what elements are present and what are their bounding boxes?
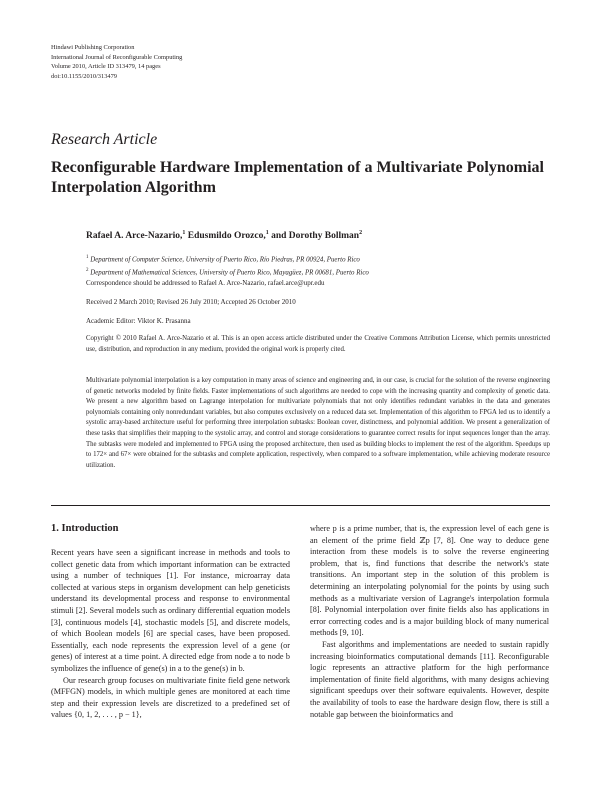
left-column bbox=[51, 522, 290, 721]
affiliation-2: $^2$ Department of Mathematical Sciences, University of Puerto Rico, Mayagüez, PR 00681, Puerto Rico bbox=[86, 268, 369, 277]
abstract: Multivariate polynomial interpolation is a key computation in many areas of science and engineering and, in our case, is crucial for the solution of the reverse engineering of genetic networks modeled by finite fields. Faster implementations of such algorithms are needed to cope with the increasing quantity and complexity of genetic data. We present a new algorithm based on Lagrange interpolation for multivariate polynomials that not only identifies redundant variables in the data and generates polynomials containing only nonredundant variables, but also computes exclusively on a reduced data set. Implementation of this algorithm to FPGA led us to identify a systolic array-based architecture useful for performing three interpolation subtasks: Boolean cover, distinctness, and polynomial addition. We present a generalization of these tasks that simplifies their mapping to the systolic array, and control and storage considerations to guarantee correct results for input sequences longer than the array. The subtasks were modeled and implemented to FPGA using the proposed architecture, then used as building blocks to implement the rest of the algorithm. Speedups up to 172× and 67× were obtained for the subtasks and complete application, respectively, when compared to a software implementation, while achieving moderate resource utilization. bbox=[86, 377, 550, 469]
section-divider bbox=[51, 505, 550, 506]
section-heading: 1. Introduction bbox=[51, 523, 119, 534]
publisher-line: Hindawi Publishing Corporation bbox=[51, 44, 135, 51]
journal-line: International Journal of Reconfigurable Computing bbox=[51, 53, 183, 61]
doi-line[interactable]: doi:10.1155/2010/313479 bbox=[51, 72, 117, 80]
academic-editor: Academic Editor: Viktor K. Prasanna bbox=[86, 317, 191, 325]
author-1[interactable]: Rafael A. Arce-Nazario,$^1$ bbox=[86, 230, 186, 242]
correspondence[interactable]: Correspondence should be addressed to Rafael A. Arce-Nazario, rafael.arce@upr.edu bbox=[86, 279, 325, 287]
journal-header bbox=[51, 43, 182, 81]
volume-line: Volume 2010, Article ID 313479, 14 pages bbox=[51, 63, 161, 70]
article-type: Research Article bbox=[51, 131, 158, 148]
paragraph: Recent years have seen a significant increase in methods and tools to collect genetic data from which important information can be extracted using a number of techniques [1]. For instance, microarray data collected at various steps in organism development can help geneticists understand its developmental process and response to environmental stimuli [2]. Several models such as ordinary differential equation models [3], continuous models [4], stochastic models [5], and discrete models, of which Boolean models [6] are special cases, have been proposed. Essentially, each node represents the expression level of a gene (or genes) of interest at a time point. A directed edge from node a to node b symbolizes the influence of gene(s) in a to the gene(s) in b. bbox=[51, 548, 290, 673]
author-list bbox=[86, 230, 362, 241]
copyright-notice: Copyright © 2010 Rafael A. Arce-Nazario et al. This is an open access article distributed under the Creative Commons Attribution License, which permits unrestricted use, distribution, and reproduction in any medium, provided the original work is properly cited. bbox=[86, 335, 550, 353]
paragraph: Fast algorithms and implementations are needed to sustain rapidly increasing bioinformatics computational demands [11]. Reconfigurable logic represents an attractive platform for the high performance implementation of finite field algorithms, with many designs achieving significant speedups over their software equivalents. However, despite the availability of tools to ease the hardware design flow, there is still a notable gap between the bioinformatics and bbox=[310, 639, 549, 719]
paragraph: where p is a prime number, that is, the expression level of each gene is an element of the prime field ℤp [7, 8]. One way to deduce gene interaction from these models is to solve the reverse engineering problem, that is, find functions that describe the network's state transitions. An important step in the solution of this problem is determining an interpolating polynomial for the points by using such methods as a multivariate version of Lagrange's interpolation formula [8]. Polynomial interpolation over finite fields also has applications in error correcting codes and is a major building block of many numerical methods [9, 10]. bbox=[310, 524, 549, 638]
author-3[interactable]: and Dorothy Bollman$^2$ bbox=[268, 230, 363, 242]
affiliations bbox=[86, 252, 369, 279]
article-dates: Received 2 March 2010; Revised 26 July 2010; Accepted 26 October 2010 bbox=[86, 298, 296, 306]
paragraph: Our research group focuses on multivariate finite field gene network (MFFGN) models, in which multiple genes are monitored at each time step and their expression levels are discretized to a predefined set of values {0, 1, 2, . . . , p − 1}, bbox=[51, 675, 290, 720]
right-column bbox=[310, 523, 549, 720]
article-title: Reconfigurable Hardware Implementation of a Multivariate Polynomial Interpolation Algorithm bbox=[51, 159, 544, 196]
author-2[interactable]: Edusmildo Orozco,$^1$ bbox=[185, 230, 269, 242]
affiliation-1: $^1$ Department of Computer Science, University of Puerto Rico, Río Piedras, PR 00924, Puerto Rico bbox=[86, 255, 360, 264]
